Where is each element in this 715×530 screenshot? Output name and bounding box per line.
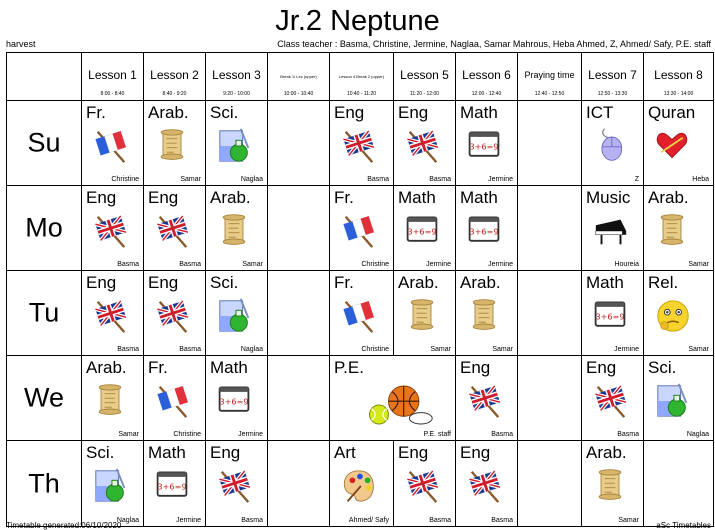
empty-cell bbox=[643, 440, 713, 526]
lesson-cell[interactable] bbox=[81, 355, 143, 440]
lesson-cell[interactable] bbox=[143, 185, 205, 270]
lesson-teacher: Houreia bbox=[614, 261, 639, 268]
column-time: 9:20 - 10:00 bbox=[223, 91, 250, 97]
software-credit: aSc Timetables bbox=[656, 521, 711, 530]
lesson-teacher: Basma bbox=[429, 176, 451, 183]
column-time: 11:20 - 12:00 bbox=[409, 91, 440, 97]
lesson-subject: Math bbox=[460, 188, 498, 207]
lesson-subject: Math bbox=[586, 273, 624, 292]
lesson-subject: Sci. bbox=[648, 358, 677, 377]
lesson-subject: Art bbox=[334, 443, 356, 462]
lesson-subject: Fr. bbox=[86, 103, 106, 122]
lesson-cell[interactable] bbox=[143, 100, 205, 185]
lesson-subject: Arab. bbox=[148, 103, 189, 122]
generated-date: Timetable generated:06/10/2020 bbox=[6, 521, 122, 530]
lesson-cell[interactable] bbox=[455, 440, 517, 526]
corner-cell bbox=[6, 52, 81, 100]
lesson-subject: Fr. bbox=[148, 358, 168, 377]
lesson-teacher: Jermine bbox=[488, 261, 513, 268]
empty-cell bbox=[517, 185, 581, 270]
day-label-we: We bbox=[6, 355, 81, 440]
lesson-cell[interactable] bbox=[143, 270, 205, 355]
lesson-subject: Math bbox=[398, 188, 436, 207]
column-header-lesson-4-break-2-upper bbox=[329, 52, 393, 100]
lesson-teacher: Samar bbox=[618, 517, 639, 524]
lesson-cell[interactable] bbox=[329, 185, 393, 270]
lesson-subject: ICT bbox=[586, 103, 614, 122]
lesson-cell[interactable] bbox=[581, 100, 643, 185]
lesson-teacher: Christine bbox=[111, 176, 139, 183]
lesson-subject: Eng bbox=[86, 273, 117, 292]
lesson-cell[interactable] bbox=[81, 185, 143, 270]
lesson-cell[interactable] bbox=[581, 270, 643, 355]
column-time: 8:00 - 8:40 bbox=[100, 91, 125, 97]
lesson-cell[interactable] bbox=[205, 100, 267, 185]
column-time: 10:40 - 11:20 bbox=[346, 91, 377, 97]
empty-cell bbox=[267, 100, 329, 185]
lesson-cell[interactable] bbox=[81, 440, 143, 526]
lesson-cell[interactable] bbox=[329, 270, 393, 355]
lesson-teacher: Samar bbox=[492, 346, 513, 353]
empty-cell bbox=[267, 440, 329, 526]
lesson-subject: Eng bbox=[86, 188, 117, 207]
lesson-cell[interactable] bbox=[643, 355, 713, 440]
column-time: 10:00 - 10:40 bbox=[283, 91, 314, 97]
lesson-teacher: Basma bbox=[491, 431, 513, 438]
lesson-subject: Fr. bbox=[334, 188, 354, 207]
column-label: Lesson 1 bbox=[88, 68, 137, 82]
lesson-cell[interactable] bbox=[81, 100, 143, 185]
lesson-cell[interactable] bbox=[455, 355, 517, 440]
lesson-subject: Rel. bbox=[648, 273, 679, 292]
column-header-lesson-1 bbox=[81, 52, 143, 100]
lesson-subject: Eng bbox=[210, 443, 241, 462]
svg-text:3+6=9: 3+6=9 bbox=[407, 226, 437, 237]
column-header-lesson-8 bbox=[643, 52, 713, 100]
lesson-cell[interactable] bbox=[205, 185, 267, 270]
lesson-subject: Music bbox=[586, 188, 631, 207]
lesson-cell[interactable] bbox=[393, 440, 455, 526]
lesson-cell[interactable] bbox=[581, 355, 643, 440]
svg-text:3+6=9: 3+6=9 bbox=[219, 396, 249, 407]
lesson-teacher: Samar bbox=[688, 261, 709, 268]
lesson-cell[interactable] bbox=[393, 185, 455, 270]
lesson-teacher: Samar bbox=[430, 346, 451, 353]
day-label-th: Th bbox=[6, 440, 81, 526]
column-label: Lesson 8 bbox=[654, 68, 703, 82]
column-label: Praying time bbox=[524, 70, 575, 80]
lesson-teacher: Basma bbox=[367, 176, 389, 183]
lesson-cell[interactable] bbox=[455, 270, 517, 355]
column-header-lesson-5 bbox=[393, 52, 455, 100]
lesson-teacher: Basma bbox=[117, 346, 139, 353]
lesson-teacher: Naglaa bbox=[240, 176, 263, 183]
lesson-subject: Math bbox=[148, 443, 186, 462]
column-header-lesson-6 bbox=[455, 52, 517, 100]
lesson-subject: Arab. bbox=[210, 188, 251, 207]
lesson-subject: Sci. bbox=[86, 443, 115, 462]
column-time: 8:40 - 9:20 bbox=[162, 91, 187, 97]
lesson-subject: Eng bbox=[460, 358, 491, 377]
lesson-cell[interactable] bbox=[393, 270, 455, 355]
column-header-praying-time bbox=[517, 52, 581, 100]
lesson-cell[interactable] bbox=[205, 270, 267, 355]
day-label-mo: Mo bbox=[6, 185, 81, 270]
svg-text:3+6=9: 3+6=9 bbox=[595, 311, 625, 322]
column-label: Lesson 7 bbox=[588, 68, 637, 82]
lesson-teacher: Jermine bbox=[176, 517, 201, 524]
lesson-subject: Arab. bbox=[398, 273, 439, 292]
lesson-teacher: Z bbox=[634, 176, 639, 183]
lesson-teacher: Naglaa bbox=[240, 346, 263, 353]
empty-cell bbox=[517, 270, 581, 355]
lesson-teacher: Basma bbox=[429, 517, 451, 524]
lesson-cell[interactable] bbox=[143, 355, 205, 440]
lesson-subject: Eng bbox=[460, 443, 491, 462]
column-time: 12:40 - 12:50 bbox=[534, 91, 565, 97]
lesson-cell[interactable] bbox=[581, 185, 643, 270]
lesson-cell[interactable] bbox=[205, 355, 267, 440]
lesson-subject: Math bbox=[460, 103, 498, 122]
svg-text:3+6=9: 3+6=9 bbox=[469, 226, 499, 237]
lesson-teacher: Basma bbox=[179, 346, 201, 353]
lesson-teacher: Naglaa bbox=[686, 431, 709, 438]
empty-cell bbox=[267, 270, 329, 355]
lesson-subject: Eng bbox=[586, 358, 617, 377]
lesson-teacher: Jermine bbox=[488, 176, 513, 183]
lesson-teacher: Jermine bbox=[238, 431, 263, 438]
lesson-subject: Eng bbox=[148, 188, 179, 207]
lesson-subject: P.E. bbox=[334, 358, 364, 377]
svg-text:3+6=9: 3+6=9 bbox=[469, 141, 499, 152]
lesson-cell[interactable] bbox=[205, 440, 267, 526]
lesson-teacher: Christine bbox=[173, 431, 201, 438]
lesson-subject: Eng bbox=[398, 103, 429, 122]
lesson-teacher: Samar bbox=[688, 346, 709, 353]
column-header-lesson-3 bbox=[205, 52, 267, 100]
lesson-cell[interactable] bbox=[643, 185, 713, 270]
empty-cell bbox=[267, 185, 329, 270]
lesson-teacher: Christine bbox=[361, 346, 389, 353]
lesson-cell[interactable] bbox=[455, 185, 517, 270]
lesson-subject: Arab. bbox=[460, 273, 501, 292]
lesson-teacher: P.E. staff bbox=[423, 431, 451, 438]
column-label: Lesson 4 Break 2 (upper) bbox=[338, 74, 385, 79]
lesson-subject: Arab. bbox=[586, 443, 627, 462]
lesson-teacher: Basma bbox=[241, 517, 263, 524]
column-time: 12:50 - 13:30 bbox=[597, 91, 628, 97]
lesson-teacher: Jermine bbox=[614, 346, 639, 353]
lesson-teacher: Basma bbox=[179, 261, 201, 268]
lesson-teacher: Basma bbox=[617, 431, 639, 438]
lesson-subject: Math bbox=[210, 358, 248, 377]
lesson-teacher: Basma bbox=[491, 517, 513, 524]
column-label: Break 1/ Lez (upper) bbox=[280, 74, 317, 79]
lesson-cell[interactable] bbox=[329, 100, 393, 185]
column-header-lesson-7 bbox=[581, 52, 643, 100]
column-header-break-1-lez-upper bbox=[267, 52, 329, 100]
lesson-cell[interactable] bbox=[455, 100, 517, 185]
class-teacher-line: Class teacher : Basma, Christine, Jermine, Naglaa, Samar Mahrous, Heba Ahmed, Z, Ahmed/ Safy, P.E. staff bbox=[277, 39, 711, 49]
lesson-subject: Sci. bbox=[210, 273, 239, 292]
school-name: harvest bbox=[6, 39, 36, 49]
lesson-teacher: Samar bbox=[180, 176, 201, 183]
column-label: Lesson 3 bbox=[212, 68, 261, 82]
empty-cell bbox=[517, 355, 581, 440]
lesson-teacher: Samar bbox=[118, 431, 139, 438]
lesson-subject: Eng bbox=[398, 443, 429, 462]
lesson-teacher: Heba bbox=[692, 176, 709, 183]
lesson-subject: Sci. bbox=[210, 103, 239, 122]
column-time: 12:00 - 12:40 bbox=[471, 91, 502, 97]
column-label: Lesson 2 bbox=[150, 68, 199, 82]
lesson-cell[interactable] bbox=[143, 440, 205, 526]
lesson-teacher: Samar bbox=[242, 261, 263, 268]
lesson-subject: Eng bbox=[334, 103, 365, 122]
lesson-cell[interactable] bbox=[581, 440, 643, 526]
timetable-grid bbox=[6, 52, 714, 527]
empty-cell bbox=[517, 100, 581, 185]
column-header-lesson-2 bbox=[143, 52, 205, 100]
lesson-teacher: Ahmed/ Safy bbox=[348, 517, 389, 524]
lesson-subject: Fr. bbox=[334, 273, 354, 292]
empty-cell bbox=[517, 440, 581, 526]
lesson-teacher: Basma bbox=[117, 261, 139, 268]
column-time: 13:30 - 14:00 bbox=[663, 91, 694, 97]
day-label-tu: Tu bbox=[6, 270, 81, 355]
lesson-teacher: Christine bbox=[361, 261, 389, 268]
lesson-subject: Arab. bbox=[648, 188, 689, 207]
lesson-teacher: Naglaa bbox=[116, 517, 139, 524]
lesson-cell[interactable] bbox=[643, 100, 713, 185]
column-label: Lesson 5 bbox=[400, 68, 449, 82]
lesson-subject: Eng bbox=[148, 273, 179, 292]
empty-cell bbox=[267, 355, 329, 440]
day-label-su: Su bbox=[6, 100, 81, 185]
lesson-cell[interactable] bbox=[81, 270, 143, 355]
lesson-cell[interactable] bbox=[643, 270, 713, 355]
lesson-cell[interactable] bbox=[393, 100, 455, 185]
lesson-teacher: Jermine bbox=[426, 261, 451, 268]
lesson-cell[interactable] bbox=[329, 355, 455, 440]
lesson-subject: Quran bbox=[648, 103, 696, 122]
page-title: Jr.2 Neptune bbox=[275, 5, 440, 37]
lesson-cell[interactable] bbox=[329, 440, 393, 526]
lesson-subject: Arab. bbox=[86, 358, 127, 377]
svg-text:3+6=9: 3+6=9 bbox=[157, 481, 187, 492]
column-label: Lesson 6 bbox=[462, 68, 511, 82]
